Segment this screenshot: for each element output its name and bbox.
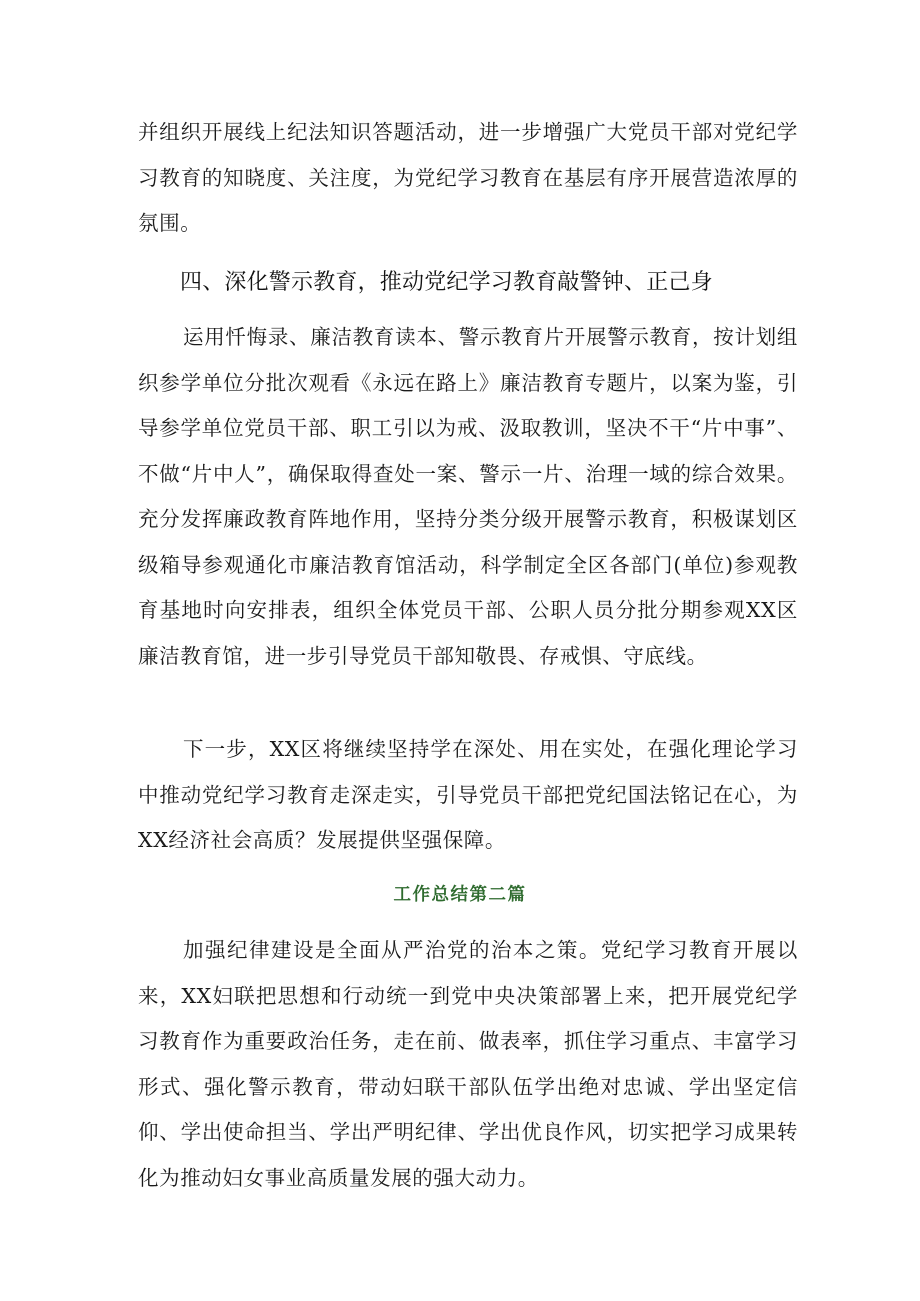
- paragraph-warning-education: 运用忏悔录、廉洁教育读本、警示教育片开展警示教育，按计划组织参学单位分批次观看《永远在路上》廉洁教育专题片，以案为鉴，引导参学单位党员干部、职工引以为戒、汲取教训，坚决不干“片中事”、不做“片中人”，确保取得查处一案、警示一片、治理一域的综合效果。充分发挥廉政教育阵地作用，坚持分类分级开展警示教育，积极谋划区级箱导参观通化市廉洁教育馆活动，科学制定全区各部门(单位)参观教育基地时向安排表，组织全体党员干部、公职人员分批分期参观XX区廉洁教育馆，进一步引导党员干部知敬畏、存戒惧、守底线。: [138, 325, 798, 668]
- paragraph-answer-activity: 并组织开展线上纪法知识答题活动，进一步增强广大党员干部对党纪学习教育的知晓度、关注度，为党纪学习教育在基层有序开展营造浓厚的氛围。: [138, 120, 798, 235]
- paragraph-discipline-building: 加强纪律建设是全面从严治党的治本之策。党纪学习教育开展以来，XX妇联把思想和行动统一到党中央决策部署上来，把开展党纪学习教育作为重要政治任务，走在前、做表率，抓住学习重点、丰富学习形式、强化警示教育，带动妇联干部队伍学出绝对忠诚、学出坚定信仰、学出使命担当、学出严明纪律、学出优良作风，切实把学习成果转化为推动妇女事业高质量发展的强大动力。: [138, 938, 798, 1190]
- heading-section-four: 四、深化警示教育，推动党纪学习教育敲警钟、正己身: [180, 270, 713, 295]
- section-title-second-part: 工作总结第二篇: [393, 885, 527, 905]
- paragraph-next-step: 下一步，XX区将继续坚持学在深处、用在实处，在强化理论学习中推动党纪学习教育走深走实，引导党员干部把党纪国法铭记在心，为XX经济社会高质？发展提供坚强保障。: [138, 737, 798, 852]
